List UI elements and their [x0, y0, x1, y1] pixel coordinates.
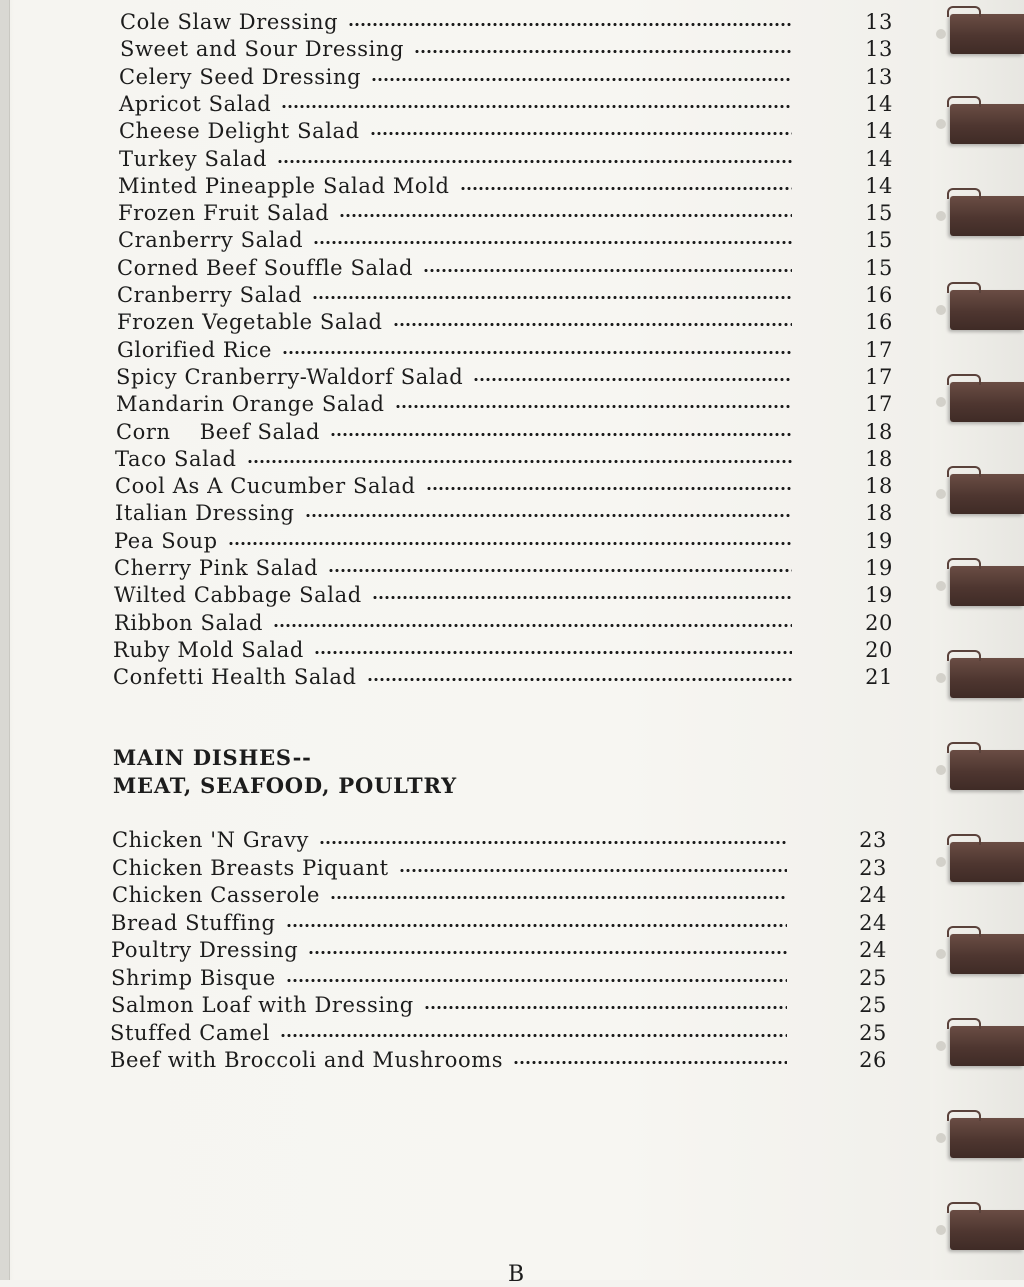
binding-ring: [950, 104, 1024, 144]
binding-ring: [950, 196, 1024, 236]
toc-entry: [117, 337, 893, 363]
dot-leader: [286, 923, 787, 928]
entry-page-number: 13: [865, 10, 893, 34]
binding-ring: [950, 842, 1024, 882]
entry-page-number: 17: [865, 337, 893, 362]
toc-entry: [115, 473, 893, 499]
entry-page-number: 21: [865, 665, 893, 690]
dot-leader: [367, 677, 792, 682]
dot-leader: [513, 1060, 787, 1065]
entry-page-number: 18: [865, 501, 893, 526]
toc-entry: [120, 9, 893, 35]
dot-leader: [313, 240, 792, 245]
entry-page-number: 19: [865, 556, 893, 580]
dot-leader: [281, 104, 792, 109]
toc-entry: [112, 882, 887, 908]
entry-page-number: 25: [859, 1020, 887, 1045]
dot-leader: [319, 840, 787, 845]
entry-title: Pea Soup: [114, 528, 218, 553]
entry-page-number: 15: [865, 255, 893, 280]
entry-page-number: 23: [859, 855, 887, 880]
binding-ring: [950, 566, 1024, 606]
entry-title: Ruby Mold Salad: [113, 637, 304, 662]
entry-title: Apricot Salad: [119, 91, 272, 116]
entry-page-number: 19: [865, 583, 893, 608]
toc-entry: [112, 855, 887, 881]
toc-entry: [116, 391, 893, 417]
entry-title: Cool As A Cucumber Salad: [115, 474, 416, 499]
entry-page-number: 20: [865, 637, 893, 662]
entry-page-number: 13: [865, 37, 893, 62]
entry-title: Taco Salad: [115, 446, 237, 471]
toc-entry: [115, 446, 893, 472]
entry-title: Corned Beef Souffle Salad: [117, 255, 414, 280]
entry-page-number: 18: [865, 474, 893, 499]
entry-title: Italian Dressing: [115, 501, 295, 526]
dot-leader: [473, 377, 792, 382]
dot-leader: [399, 868, 787, 873]
dot-leader: [330, 432, 792, 437]
toc-entry: [111, 910, 887, 936]
entry-title: Confetti Health Salad: [113, 665, 357, 690]
binding-ring: [950, 474, 1024, 514]
entry-page-number: 16: [865, 283, 893, 307]
dot-leader: [424, 1005, 787, 1010]
toc-entry: [117, 255, 893, 281]
entry-page-number: 24: [859, 938, 887, 962]
dot-leader: [348, 22, 792, 27]
entry-title: Chicken 'N Gravy: [112, 828, 309, 852]
toc-entry: [115, 500, 893, 526]
toc-entry: [112, 827, 887, 853]
dot-leader: [460, 186, 792, 191]
entry-title: Chicken Breasts Piquant: [112, 855, 389, 880]
entry-title: Cheese Delight Salad: [119, 119, 360, 144]
dot-leader: [312, 295, 792, 300]
entry-page-number: 16: [865, 310, 893, 335]
entry-page-number: 14: [865, 173, 893, 198]
dot-leader: [423, 268, 792, 273]
toc-entry: [119, 118, 893, 144]
entry-title: Cranberry Salad: [117, 283, 303, 307]
entry-title: Cherry Pink Salad: [114, 556, 319, 580]
binding-ring: [950, 934, 1024, 974]
binding-ring: [950, 658, 1024, 698]
toc-entry: [111, 965, 887, 991]
toc-entry: [119, 146, 893, 172]
binding-ring: [950, 750, 1024, 790]
dot-leader: [282, 350, 792, 355]
binding-ring: [950, 382, 1024, 422]
toc-entry: [120, 36, 893, 62]
toc-entry: [110, 1020, 887, 1046]
entry-page-number: 15: [865, 201, 893, 226]
dot-leader: [370, 131, 792, 136]
entry-title: Cranberry Salad: [118, 228, 304, 253]
entry-page-number: 14: [865, 91, 893, 116]
entry-page-number: 14: [865, 119, 893, 144]
dot-leader: [277, 159, 792, 164]
dot-leader: [426, 486, 792, 491]
entry-title: Chicken Casserole: [112, 883, 321, 907]
toc-entry: [113, 637, 893, 663]
entry-title: Glorified Rice: [117, 337, 273, 362]
entry-page-number: 25: [859, 993, 887, 1017]
dot-leader: [228, 541, 792, 546]
entry-page-number: 25: [859, 965, 887, 990]
dot-leader: [247, 459, 792, 464]
dot-leader: [314, 650, 792, 655]
entry-page-number: 26: [859, 1048, 887, 1072]
entry-title: Spicy Cranberry-Waldorf Salad: [116, 364, 464, 389]
toc-entry: [118, 227, 893, 253]
entry-title: Frozen Vegetable Salad: [117, 310, 383, 335]
entry-title: Turkey Salad: [119, 146, 268, 171]
entry-title: Cole Slaw Dressing: [120, 10, 339, 34]
dot-leader: [372, 595, 792, 600]
entry-page-number: 20: [865, 610, 893, 635]
toc-entry: [116, 364, 893, 390]
entry-title: Mandarin Orange Salad: [116, 392, 385, 417]
dot-leader: [395, 404, 793, 409]
entry-page-number: 17: [865, 364, 893, 389]
toc-entry: [118, 173, 893, 199]
entry-title: Shrimp Bisque: [111, 965, 276, 990]
entry-page-number: 19: [865, 528, 893, 553]
toc-entry: [111, 992, 887, 1018]
entry-page-number: 24: [859, 883, 887, 907]
entry-title: Stuffed Camel: [110, 1020, 270, 1045]
toc-entry: [118, 200, 893, 226]
toc-entry: [119, 64, 893, 90]
toc-entry: [113, 664, 893, 690]
toc-entry: [117, 309, 893, 335]
toc-entry: [111, 937, 887, 963]
entry-title: Frozen Fruit Salad: [118, 201, 330, 226]
toc-entry: [119, 91, 893, 117]
entry-title: Wilted Cabbage Salad: [114, 583, 362, 608]
dot-leader: [330, 895, 787, 900]
toc-entry: [114, 582, 893, 608]
toc-entry: [116, 419, 893, 445]
toc-entry: [114, 555, 893, 581]
entry-title: Salmon Loaf with Dressing: [111, 993, 414, 1017]
dot-leader: [280, 1033, 787, 1038]
entry-title: Ribbon Salad: [114, 610, 264, 635]
binding-ring: [950, 1210, 1024, 1250]
dot-leader: [273, 623, 792, 628]
dot-leader: [393, 322, 793, 327]
entry-page-number: 13: [865, 64, 893, 89]
entry-page-number: 18: [865, 419, 893, 444]
entry-page-number: 14: [865, 146, 893, 171]
entry-title: Poultry Dressing: [111, 938, 299, 962]
dot-leader: [414, 49, 792, 54]
entry-title: Sweet and Sour Dressing: [120, 37, 405, 62]
toc-entry: [117, 282, 893, 308]
entry-title: Beef with Broccoli and Mushrooms: [110, 1048, 504, 1072]
entry-title: Bread Stuffing: [111, 910, 276, 935]
binding-ring: [950, 290, 1024, 330]
entry-title: Celery Seed Dressing: [119, 64, 362, 89]
dot-leader: [308, 950, 787, 955]
section-heading-line-2: MEAT, SEAFOOD, POULTRY: [113, 773, 457, 798]
entry-page-number: 17: [865, 392, 893, 417]
toc-entry: [110, 1047, 887, 1073]
entry-title: Corn Beef Salad: [116, 419, 321, 444]
entry-page-number: 18: [865, 446, 893, 471]
binding-ring: [950, 14, 1024, 54]
section-heading-line-1: MAIN DISHES--: [113, 745, 312, 770]
toc-entry: [114, 528, 893, 554]
entry-page-number: 15: [865, 228, 893, 253]
dot-leader: [328, 568, 792, 573]
page-letter: B: [508, 1262, 525, 1287]
dot-leader: [339, 213, 792, 218]
binding-ring: [950, 1026, 1024, 1066]
dot-leader: [305, 513, 792, 518]
dot-leader: [371, 77, 792, 82]
toc-entry: [114, 610, 893, 636]
entry-page-number: 23: [859, 828, 887, 852]
binding-ring: [950, 1118, 1024, 1158]
dot-leader: [286, 978, 787, 983]
entry-page-number: 24: [859, 910, 887, 935]
entry-title: Minted Pineapple Salad Mold: [118, 173, 450, 198]
